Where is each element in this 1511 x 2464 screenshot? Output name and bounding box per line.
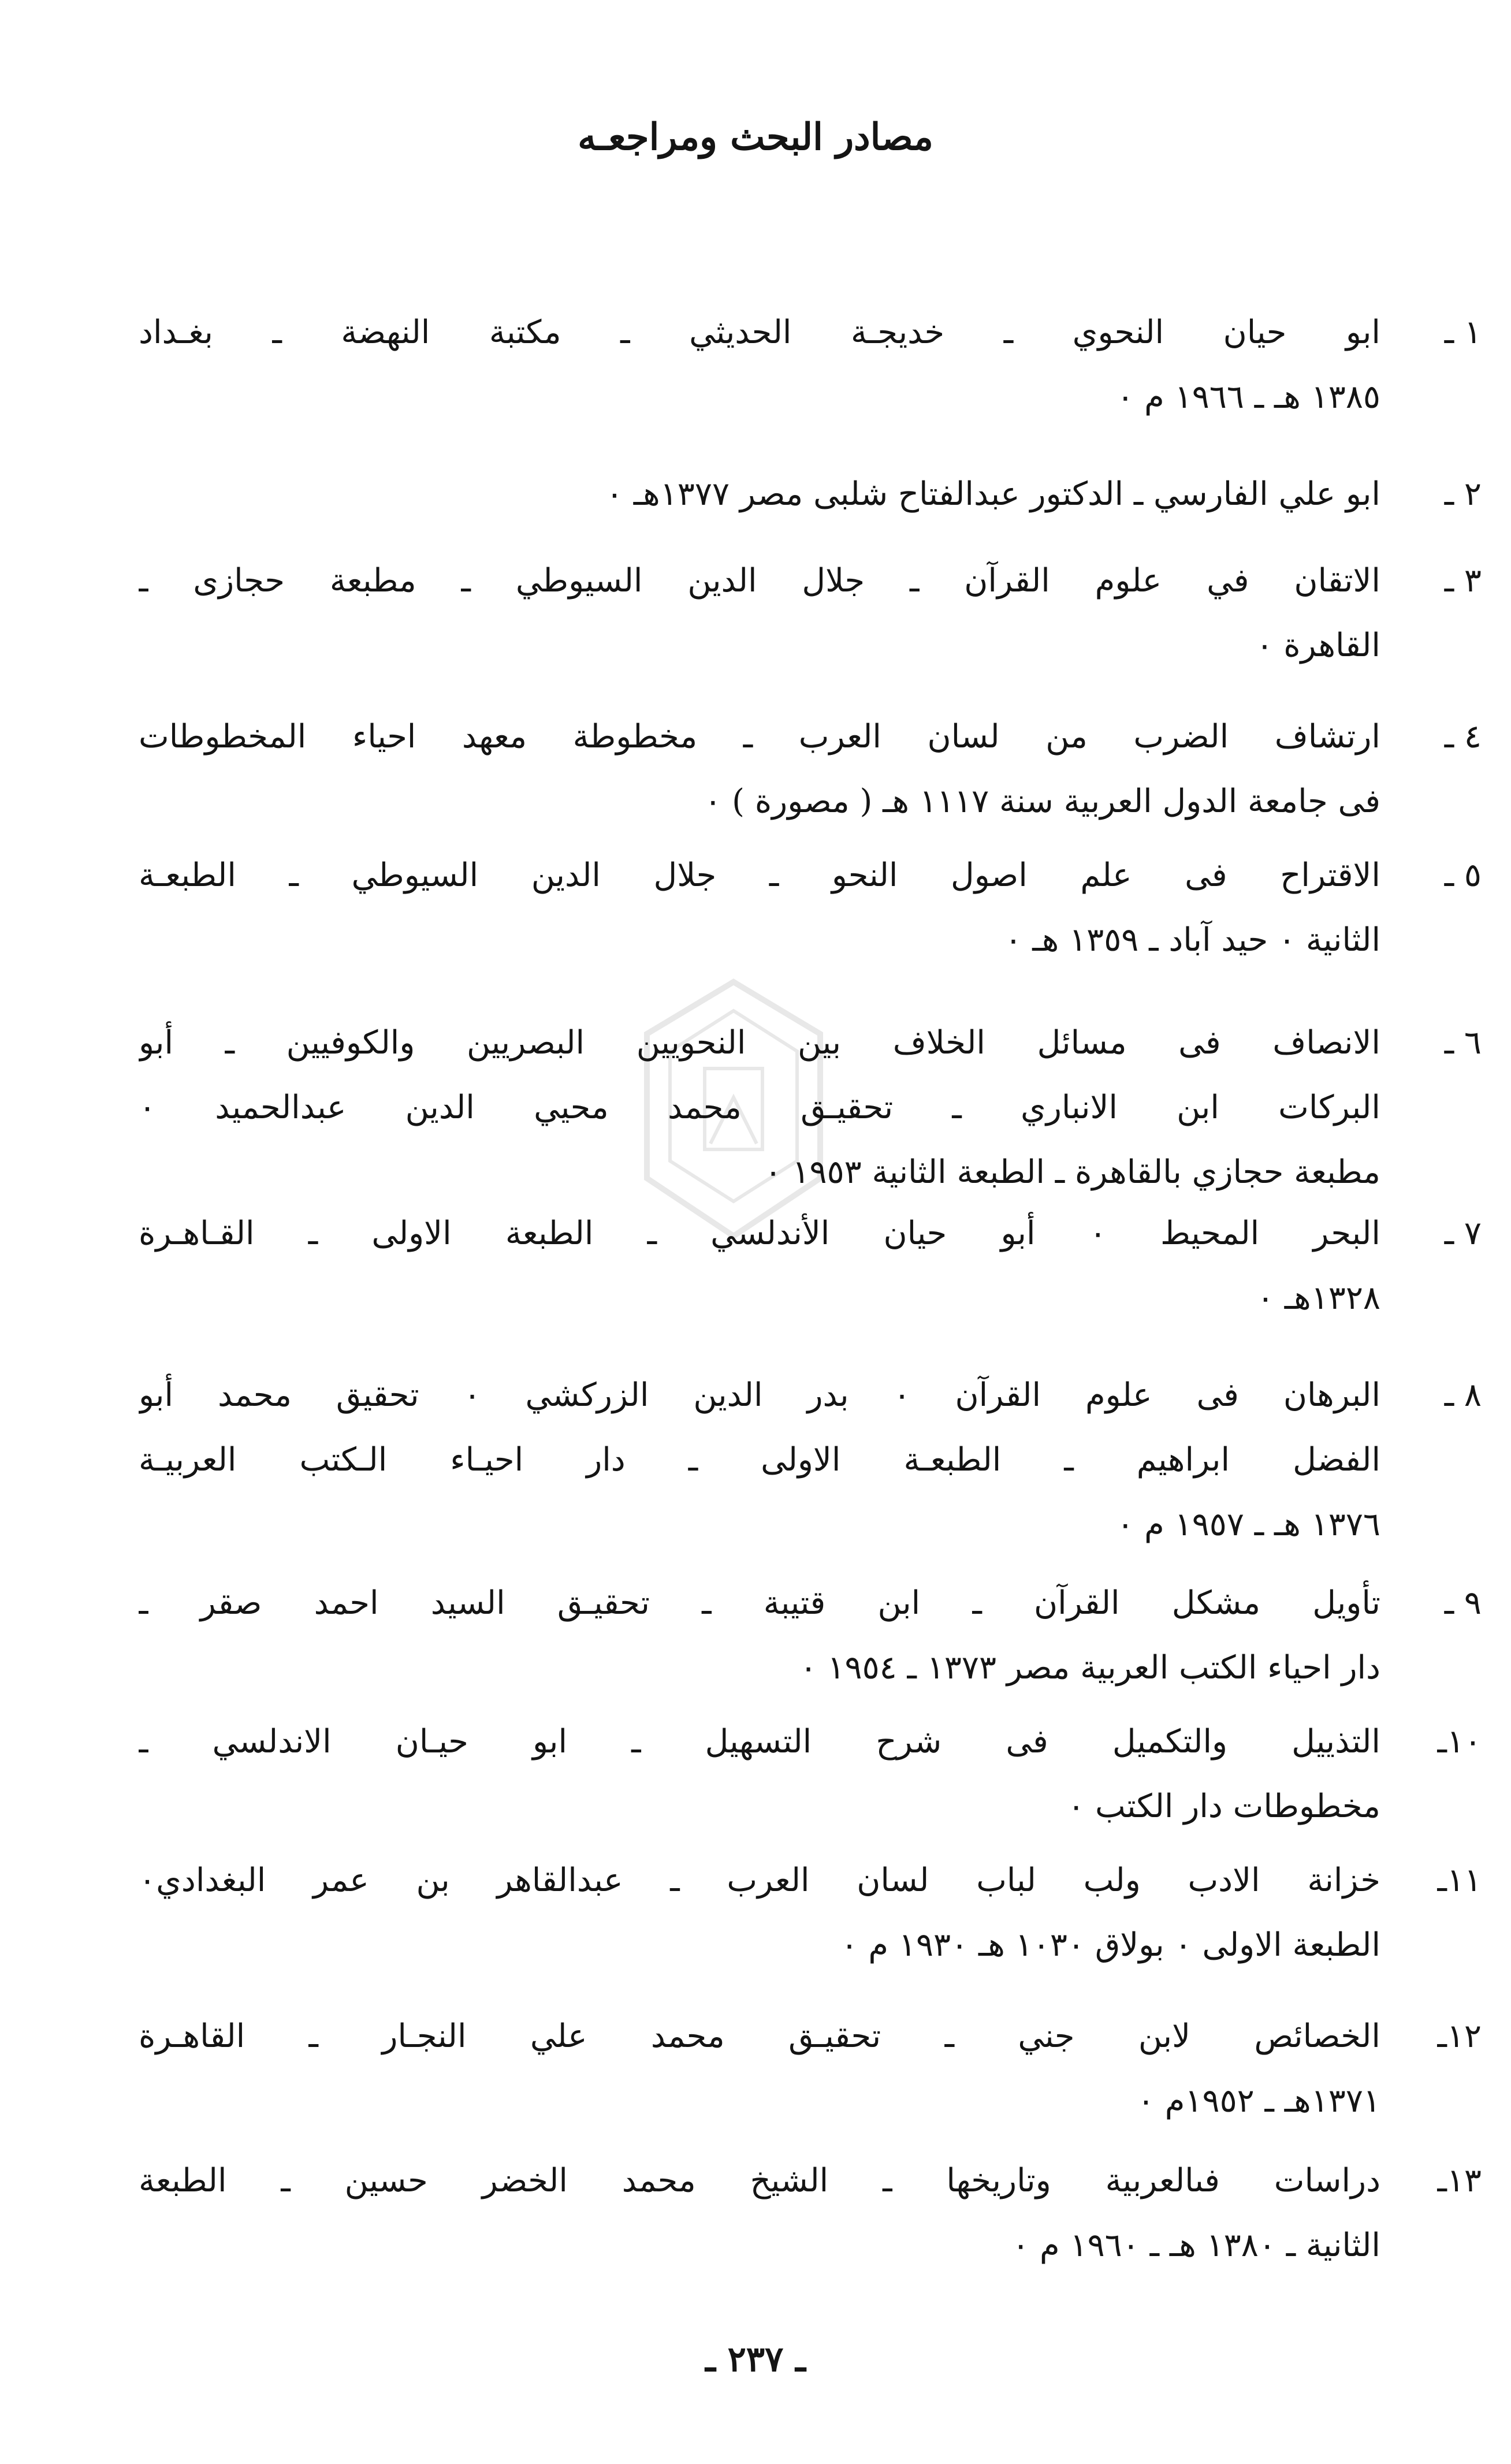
entry-line: تأويل مشكل القرآن ـ ابن قتيبة ـ تحقيـق السيد احمد صقر ـ	[139, 1584, 1380, 1622]
bibliography-entry	[139, 705, 1482, 834]
entry-line: التذييل والتكميل فى شرح التسهيل ـ ابو حيـان الاندلسي ـ	[139, 1723, 1380, 1760]
page-number: ـ ٢٣٧ ـ	[705, 2339, 806, 2380]
bibliography-entry	[139, 549, 1482, 678]
entry-number: ٧ ـ	[1444, 1215, 1482, 1252]
entry-number: ٨ ـ	[1444, 1376, 1482, 1414]
entry-line: الاقتراح فى علم اصول النحو ـ جلال الدين السيوطي ـ الطبعـة	[139, 857, 1380, 894]
entry-line: الانصاف فى مسائل الخلاف بين النحويين البصريين والكوفيين ـ أبو	[139, 1024, 1380, 1062]
entry-number: ٤ ـ	[1444, 718, 1482, 755]
bibliography-entry	[139, 2004, 1482, 2134]
entry-number: ٣ ـ	[1444, 562, 1482, 600]
bibliography-entry	[139, 462, 1482, 527]
entry-line: مطبعة حجازي بالقاهرة ـ الطبعة الثانية ١٩٥٣ ٠	[764, 1153, 1380, 1191]
bibliography-entry	[139, 843, 1482, 973]
entry-line: فى جامعة الدول العربية سنة ١١١٧ هـ ( مصورة ) ٠	[704, 783, 1380, 820]
bibliography-entry	[139, 300, 1482, 430]
bibliography-entry	[139, 1710, 1482, 1839]
entry-line: ١٣٧٦ هـ ـ ١٩٥٧ م ٠	[1116, 1506, 1380, 1543]
entry-line: دراسات فىالعربية وتاريخها ـ الشيخ محمد الخضر حسين ـ الطبعة	[139, 2162, 1380, 2199]
entry-line: الفضل ابراهيم ـ الطبعـة الاولى ـ دار احيـاء الـكتب العربيـة	[139, 1441, 1380, 1479]
page-title: مصادر البحث ومراجعـه	[578, 116, 933, 159]
entry-line: ابو علي الفارسي ـ الدكتور عبدالفتاح شلبى مصر ١٣٧٧هـ ٠	[605, 475, 1380, 513]
entry-number: ٩ ـ	[1444, 1584, 1482, 1622]
entry-number: ٢ ـ	[1444, 475, 1482, 513]
bibliography-entry	[139, 1363, 1482, 1557]
entry-line: البحر المحيط ٠ أبو حيان الأندلسي ـ الطبعة الاولى ـ القـاهـرة	[139, 1215, 1380, 1252]
entry-line: القاهرة ٠	[1256, 627, 1380, 664]
bibliography-entry	[139, 1201, 1482, 1331]
entry-line: خزانة الادب ولب لباب لسان العرب ـ عبدالقاهر بن عمر البغدادي٠	[139, 1862, 1380, 1899]
entry-line: الطبعة الاولى ٠ بولاق ١٠٣٠ هـ ١٩٣٠ م ٠	[840, 1926, 1380, 1964]
entry-line: ١٣٢٨هـ ٠	[1256, 1279, 1380, 1317]
entry-number: ١٠ـ	[1437, 1723, 1482, 1760]
entry-line: الاتقان في علوم القرآن ـ جلال الدين السيوطي ـ مطبعة حجازى ـ	[139, 562, 1380, 600]
bibliography-entry	[139, 1011, 1482, 1205]
entry-line: ابو حيان النحوي ـ خديجـة الحديثي ـ مكتبة النهضة ـ بغـداد	[139, 314, 1380, 351]
entry-line: البرهان فى علوم القرآن ٠ بدر الدين الزركشي ٠ تحقيق محمد أبو	[139, 1376, 1380, 1414]
entry-line: مخطوطات دار الكتب ٠	[1067, 1788, 1380, 1825]
entry-number: ١٣ـ	[1437, 2162, 1482, 2199]
entry-line: ارتشاف الضرب من لسان العرب ـ مخطوطة معهد احياء المخطوطات	[139, 718, 1380, 755]
entry-number: ٥ ـ	[1444, 857, 1482, 894]
entry-line: دار احياء الكتب العربية مصر ١٣٧٣ ـ ١٩٥٤ ٠	[799, 1649, 1380, 1687]
entry-number: ٦ ـ	[1444, 1024, 1482, 1062]
bibliography-entry	[139, 1848, 1482, 1978]
entry-line: البركات ابن الانباري ـ تحقيـق محمد محيي الدين عبدالحميد ٠	[139, 1089, 1380, 1126]
entry-number: ١٢ـ	[1437, 2018, 1482, 2055]
entry-line: الخصائص لابن جني ـ تحقيـق محمد علي النجـار ـ القاهـرة	[139, 2018, 1380, 2055]
entry-line: ١٣٧١هـ ـ ١٩٥٢م ٠	[1137, 2082, 1380, 2120]
entry-number: ١ ـ	[1444, 314, 1482, 351]
bibliography-entry	[139, 2149, 1482, 2278]
entry-number: ١١ـ	[1437, 1862, 1482, 1899]
entry-line: ١٣٨٥ هـ ـ ١٩٦٦ م ٠	[1116, 378, 1380, 416]
entry-line: الثانية ٠ حيد آباد ـ ١٣٥٩ هـ ٠	[1004, 921, 1380, 959]
entry-line: الثانية ـ ١٣٨٠ هـ ـ ١٩٦٠ م ٠	[1012, 2227, 1380, 2264]
bibliography-entry	[139, 1571, 1482, 1700]
